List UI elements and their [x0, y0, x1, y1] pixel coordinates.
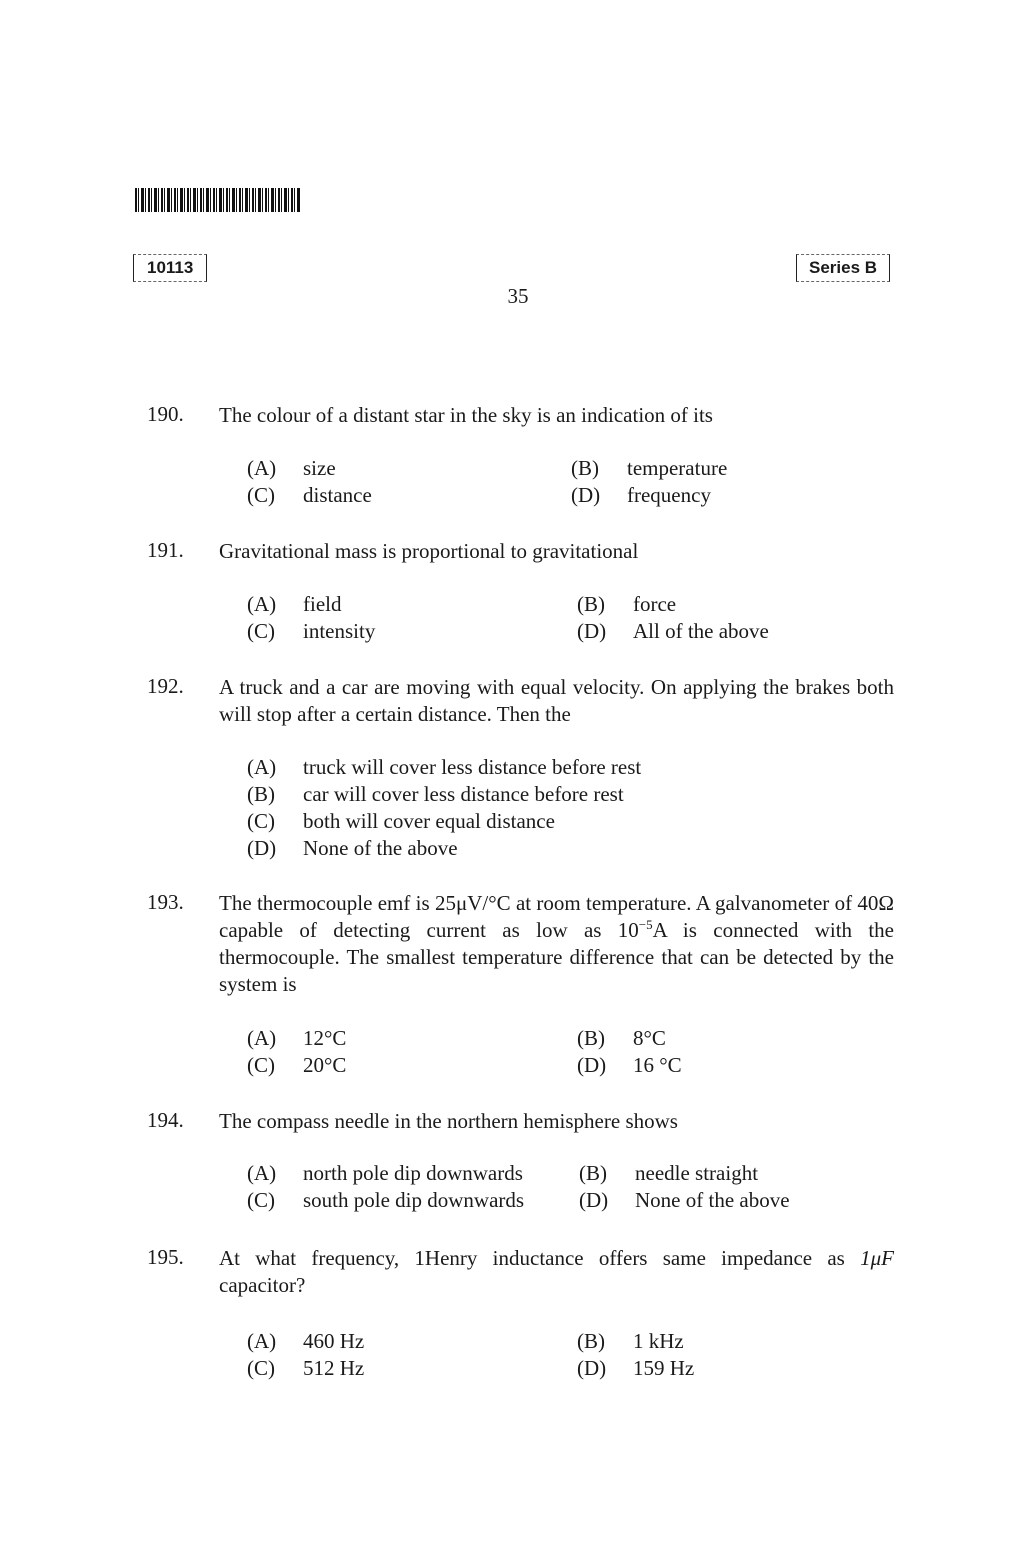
option-letter: (A) [247, 456, 277, 480]
option-letter: (A) [247, 755, 277, 779]
option-d[interactable] [577, 1053, 682, 1078]
option-letter: (D) [577, 1053, 607, 1077]
option-letter: (C) [247, 809, 275, 833]
option-text: 8°C [633, 1026, 666, 1050]
question-number: 193. [147, 890, 184, 914]
option-b[interactable] [577, 592, 676, 617]
option-d[interactable] [579, 1188, 790, 1213]
option-d[interactable] [571, 483, 711, 508]
series-label: Series B [796, 254, 890, 282]
option-text: 460 Hz [303, 1329, 365, 1353]
option-text: truck will cover less distance before rest [303, 755, 642, 779]
option-c[interactable] [247, 809, 555, 834]
option-text: both will cover equal distance [303, 809, 555, 833]
booklet-code: 10113 [133, 254, 207, 282]
option-d[interactable] [577, 619, 769, 644]
option-a[interactable] [247, 456, 336, 481]
option-text: None of the above [635, 1188, 790, 1212]
option-text: frequency [627, 483, 711, 507]
option-letter: (C) [247, 1188, 275, 1212]
option-text: size [303, 456, 336, 480]
question-text-part: The thermocouple emf is 25μV/°C at room temperature. A galvanometer of 40Ω capable of detecting current as low as 10 [219, 891, 894, 942]
option-text: 1 kHz [633, 1329, 684, 1353]
option-letter: (B) [577, 1329, 605, 1353]
option-text: force [633, 592, 677, 616]
option-a[interactable] [247, 592, 341, 617]
option-a[interactable] [247, 1026, 346, 1051]
option-b[interactable] [577, 1329, 684, 1354]
question-text [219, 1245, 894, 1299]
question-number: 194. [147, 1108, 184, 1132]
option-c[interactable] [247, 619, 375, 644]
option-text: south pole dip downwards [303, 1188, 525, 1212]
option-letter: (B) [571, 456, 599, 480]
option-a[interactable] [247, 755, 641, 780]
option-text: needle straight [635, 1161, 759, 1185]
option-letter: (D) [577, 619, 607, 643]
question-text-part: capacitor? [219, 1273, 306, 1297]
option-text: field [303, 592, 342, 616]
option-text: 20°C [303, 1053, 347, 1077]
option-letter: (C) [247, 1053, 275, 1077]
option-c[interactable] [247, 1188, 524, 1213]
option-letter: (D) [577, 1356, 607, 1380]
option-letter: (C) [247, 1356, 275, 1380]
option-b[interactable] [247, 782, 624, 807]
option-letter: (A) [247, 592, 277, 616]
capacitance-value: 1μF [860, 1246, 894, 1270]
option-d[interactable] [247, 836, 458, 861]
option-letter: (A) [247, 1329, 277, 1353]
option-letter: (B) [579, 1161, 607, 1185]
option-text: 12°C [303, 1026, 347, 1050]
option-text: car will cover less distance before rest [303, 782, 624, 806]
option-b[interactable] [571, 456, 727, 481]
option-b[interactable] [579, 1161, 758, 1186]
option-text: All of the above [633, 619, 769, 643]
option-c[interactable] [247, 1053, 346, 1078]
option-letter: (B) [577, 592, 605, 616]
option-text: distance [303, 483, 372, 507]
option-b[interactable] [577, 1026, 666, 1051]
option-text: 159 Hz [633, 1356, 695, 1380]
question-text-part: At what frequency, 1Henry inductance offers same impedance as [219, 1246, 861, 1270]
option-letter: (B) [247, 782, 275, 806]
question-text: Gravitational mass is proportional to gravitational [219, 539, 639, 563]
option-letter: (D) [579, 1188, 609, 1212]
question-number: 191. [147, 538, 184, 562]
page-number: 35 [507, 284, 529, 308]
option-letter: (A) [247, 1026, 277, 1050]
question-text-part: A is connected with the thermocouple. The smallest temperature difference that can be detected by the system is [219, 918, 895, 996]
option-text: intensity [303, 619, 376, 643]
question-number: 195. [147, 1245, 184, 1269]
option-text: 16 °C [633, 1053, 682, 1077]
barcode [135, 188, 300, 212]
exponent: −5 [638, 917, 653, 932]
question-text [219, 890, 894, 998]
question-text: The colour of a distant star in the sky is an indication of its [219, 403, 713, 427]
option-letter: (B) [577, 1026, 605, 1050]
option-letter: (C) [247, 483, 275, 507]
option-c[interactable] [247, 1356, 364, 1381]
question-number: 190. [147, 402, 184, 426]
option-letter: (D) [247, 836, 277, 860]
question-text: The compass needle in the northern hemisphere shows [219, 1109, 678, 1133]
option-a[interactable] [247, 1161, 523, 1186]
option-c[interactable] [247, 483, 372, 508]
option-text: 512 Hz [303, 1356, 365, 1380]
option-letter: (C) [247, 619, 275, 643]
question-text: A truck and a car are moving with equal velocity. On applying the brakes both will stop after a certain distance. Then the [219, 675, 894, 726]
question-number: 192. [147, 674, 184, 698]
option-text: north pole dip downwards [303, 1161, 523, 1185]
option-text: None of the above [303, 836, 458, 860]
option-a[interactable] [247, 1329, 364, 1354]
option-letter: (A) [247, 1161, 277, 1185]
option-d[interactable] [577, 1356, 694, 1381]
option-letter: (D) [571, 483, 601, 507]
option-text: temperature [627, 456, 728, 480]
